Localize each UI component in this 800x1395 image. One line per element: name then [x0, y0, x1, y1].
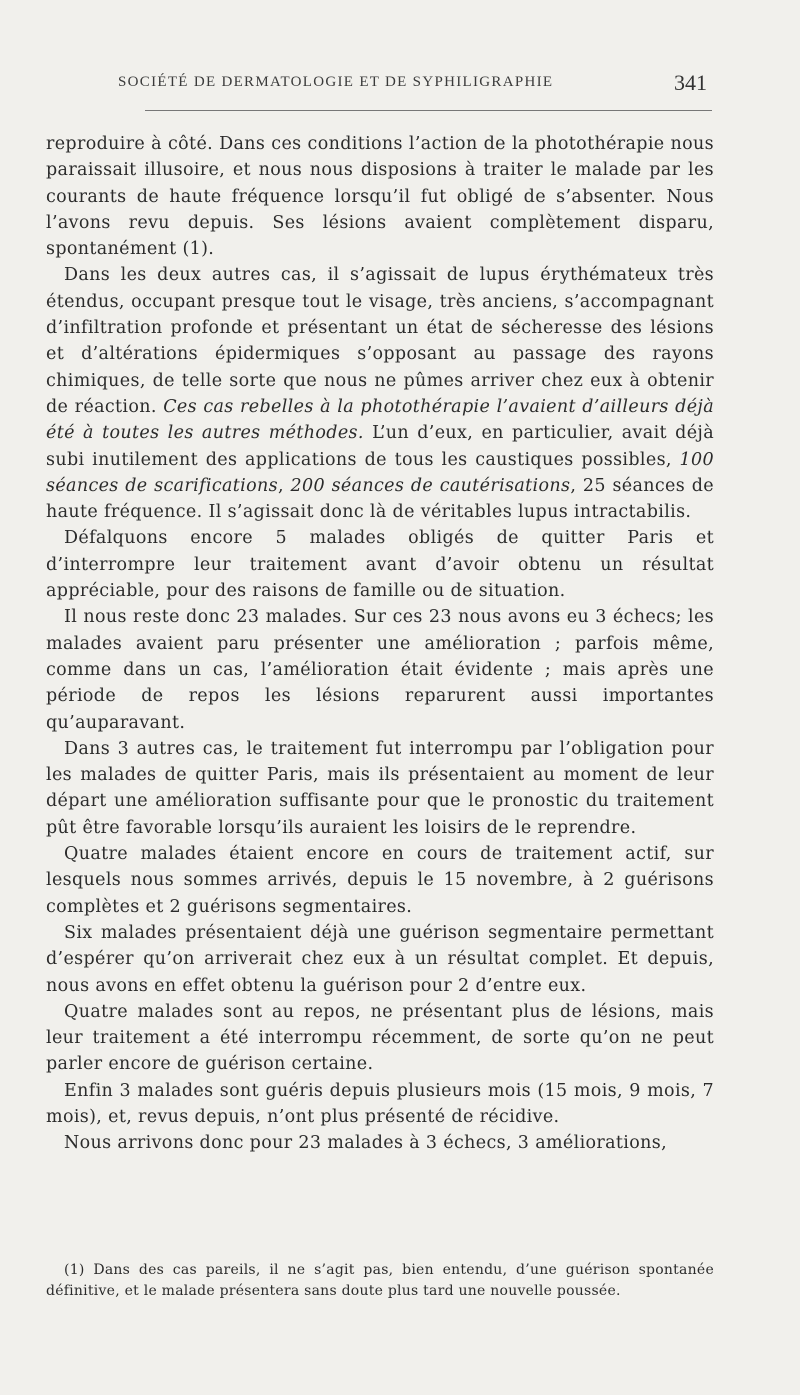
paragraph-2-italic-scarifications: 100 séances de scarifications — [46, 449, 714, 496]
paragraph-6: Quatre malades étaient encore en cours de traitement actif, sur lesquels nous sommes arrivés, depuis le 15 novembre, à 2 guérisons complètes et 2 guérisons segmentaires. — [46, 844, 714, 917]
paragraph-10: Nous arrivons donc pour 23 malades à 3 échecs, 3 améliorations, — [64, 1133, 667, 1154]
page-number: 341 — [674, 70, 707, 95]
paragraph-7: Six malades présentaient déjà une guérison segmentaire permettant d’espérer qu’on arriverait chez eux à un résultat complet. Et depuis, nous avons en effet obtenu la guérison pour 2 d’entre eux. — [46, 922, 714, 996]
paragraph-3: Défalquons encore 5 malades obligés de quitter Paris et d’interrompre leur traitement avant d’avoir obtenu un résultat appréciable, pour des raisons de famille ou de situation. — [46, 528, 714, 602]
paragraph-2-part-a: Dans les deux autres cas, il s’agissait de lupus érythémateux très étendus, occupant presque tout le visage, très anciens, s’accompagnant d’infiltration profonde et présentant un état de sécheresse des lésions et d’altérations épidermiques s’opposant au passage des rayons chimiques, de telle sorte que nous ne pûmes arriver chez eux à obtenir de réaction. — [46, 265, 714, 417]
paragraph-5: Dans 3 autres cas, le traitement fut interrompu par l’obligation pour les malades de quitter Paris, mais ils présentaient au moment de leur départ une amélioration suffisante pour que le pronostic du traitement pût être favorable lorsqu’ils auraient les loisirs de le reprendre. — [46, 738, 714, 838]
paragraph-2 — [46, 262, 714, 525]
paragraph-1: reproduire à côté. Dans ces conditions l’action de la photothérapie nous paraissait illusoire, et nous nous disposions à traiter le malade par les courants de haute fréquence lorsqu’il fut obligé de s’absenter. Nous l’avons revu depuis. Ses lésions avaient complètement disparu, spontanément (1). — [46, 134, 714, 260]
paragraph-4: Il nous reste donc 23 malades. Sur ces 23 nous avons eu 3 échecs; les malades avaient paru présenter une amélioration ; parfois même, comme dans un cas, l’amélioration était évidente ; mais après une période de repos les lésions reparurent aussi importantes qu’auparavant. — [46, 607, 714, 733]
footnote: (1) Dans des cas pareils, il ne s’agit pas, bien entendu, d’une guérison spontanée définitive, et le malade présentera sans doute plus tard une nouvelle poussée. — [46, 1262, 714, 1299]
paragraph-2-part-g: , 25 séances de haute fréquence. Il s’agissait donc là de véritables lupus intractabilis. — [46, 475, 714, 523]
header-rule — [145, 110, 712, 111]
body-text — [46, 131, 714, 1157]
paragraph-9: Enfin 3 malades sont guéris depuis plusieurs mois (15 mois, 9 mois, 7 mois), et, revus depuis, n’ont plus présenté de récidive. — [46, 1080, 714, 1127]
running-title: SOCIÉTÉ DE DERMATOLOGIE ET DE SYPHILIGRAPHIE — [118, 74, 554, 90]
paragraph-2-part-e: , — [277, 475, 291, 496]
paragraph-2-italic-cauterisations: 200 séances de cautérisations — [290, 475, 571, 496]
paragraph-2-italic-a: Ces cas rebelles à la photothérapie l’avaient d’ailleurs déjà été à toutes les autres méthodes. — [46, 396, 714, 444]
paragraph-2-part-c: L’un d’eux, en particulier, avait déjà subi inutilement des applications de tous les caustiques possibles, — [46, 423, 714, 470]
paragraph-8: Quatre malades sont au repos, ne présentant plus de lésions, mais leur traitement a été interrompu récemment, de sorte qu’on ne peut parler encore de guérison certaine. — [46, 1001, 714, 1075]
